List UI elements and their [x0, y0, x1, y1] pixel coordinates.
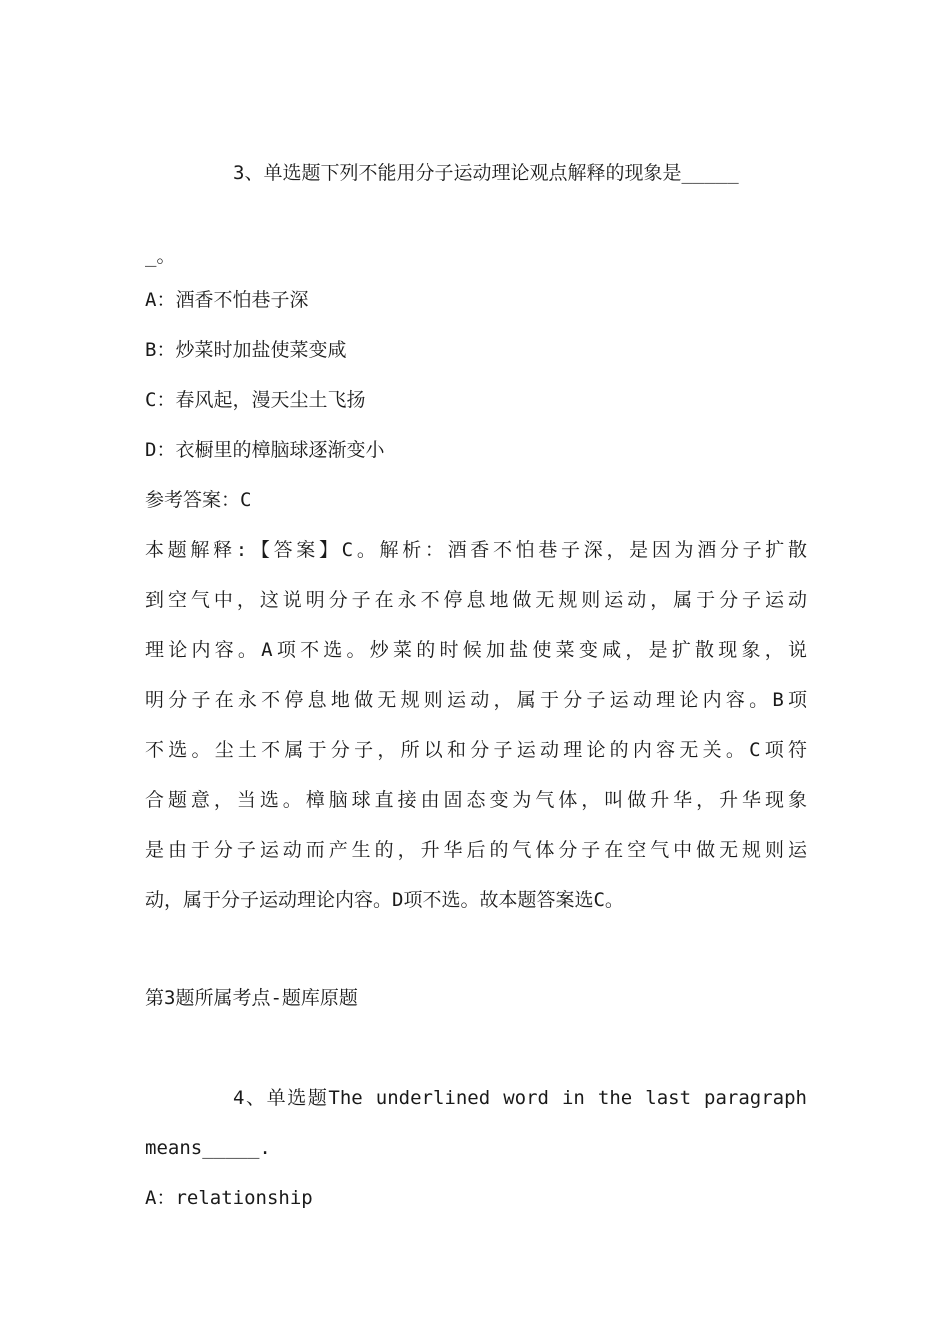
- q3-explanation-line: 到空气中，这说明分子在永不停息地做无规则运动，属于分子运动: [145, 589, 807, 611]
- q3-option-a: A：酒香不怕巷子深: [145, 289, 309, 311]
- q4-stem-line1: 4、单选题The underlined word in the last paragraph: [233, 1087, 807, 1109]
- q3-explanation-line: 合题意，当选。樟脑球直接由固态变为气体，叫做升华，升华现象: [145, 789, 807, 811]
- q3-option-b: B：炒菜时加盐使菜变咸: [145, 339, 347, 361]
- q4-stem-line2: means_____.: [145, 1137, 271, 1159]
- q3-option-d: D：衣橱里的樟脑球逐渐变小: [145, 439, 385, 461]
- q3-explanation-line: 是由于分子运动而产生的，升华后的气体分子在空气中做无规则运: [145, 839, 807, 861]
- q3-stem-line1: 3、单选题下列不能用分子运动理论观点解释的现象是_____: [233, 162, 739, 184]
- q3-option-c: C：春风起，漫天尘土飞扬: [145, 389, 366, 411]
- q4-option-a: A：relationship: [145, 1187, 313, 1209]
- q3-answer: 参考答案：C: [145, 489, 252, 511]
- q3-explanation-line: 明分子在永不停息地做无规则运动，属于分子运动理论内容。B项: [145, 689, 807, 711]
- q3-explanation-line: 动，属于分子运动理论内容。D项不选。故本题答案选C。: [145, 889, 624, 911]
- q3-stem-line2: _。: [145, 245, 176, 267]
- q3-explanation-line: 理论内容。A项不选。炒菜的时候加盐使菜变咸，是扩散现象，说: [145, 639, 807, 661]
- q3-topic: 第3题所属考点-题库原题: [145, 987, 358, 1009]
- q3-explanation-line: 不选。尘土不属于分子，所以和分子运动理论的内容无关。C项符: [145, 739, 807, 761]
- q3-explanation-line: 本题解释:【答案】C。解析：酒香不怕巷子深，是因为酒分子扩散: [145, 539, 807, 561]
